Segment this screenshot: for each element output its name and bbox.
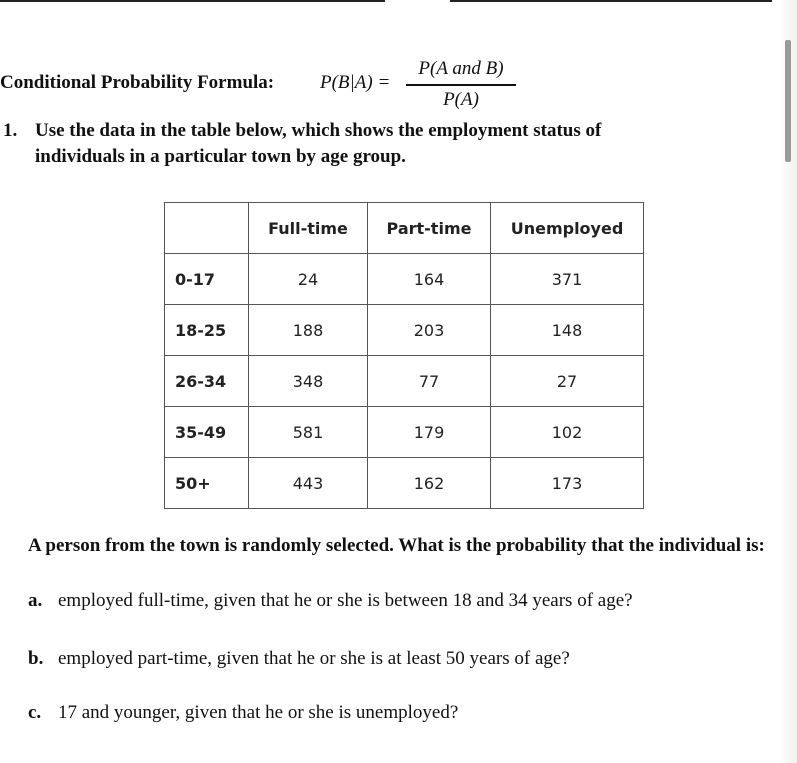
formula-label: Conditional Probability Formula: (0, 72, 275, 93)
header-part-time: Part-time (368, 203, 491, 254)
part-letter: a. (28, 590, 43, 611)
row-age: 35-49 (165, 407, 249, 458)
part-c (28, 702, 458, 724)
part-text: employed part-time, given that he or she is at least 50 years of age? (58, 648, 570, 669)
selection-prompt: A person from the town is randomly selected. What is the probability that the individual is: (28, 535, 765, 556)
formula-row (0, 58, 560, 118)
formula-denominator: P(A) (443, 88, 479, 110)
header-unemployed: Unemployed (491, 203, 644, 254)
header-full-time: Full-time (249, 203, 368, 254)
part-a (28, 590, 633, 612)
part-text: employed full-time, given that he or she is between 18 and 34 years of age? (58, 590, 633, 611)
question-text: Use the data in the table below, which shows the employment status of individuals in a particular town by age group. (35, 120, 602, 167)
part-letter: c. (28, 702, 42, 723)
cell-full-time: 24 (249, 254, 368, 305)
header-corner (165, 203, 249, 254)
cell-part-time: 77 (368, 356, 491, 407)
formula-numerator: P(A and B) (418, 58, 504, 79)
cell-unemployed: 102 (491, 407, 644, 458)
top-rule-right (450, 0, 772, 2)
top-rule-left (0, 0, 385, 2)
question-number: 1. (3, 120, 18, 141)
cell-unemployed: 173 (491, 458, 644, 509)
row-age: 26-34 (165, 356, 249, 407)
part-b (28, 648, 570, 670)
part-letter: b. (28, 648, 44, 669)
table-row (165, 305, 644, 356)
table-row (165, 254, 644, 305)
cell-full-time: 443 (249, 458, 368, 509)
formula-fraction (406, 58, 516, 113)
table-row (165, 458, 644, 509)
cell-unemployed: 27 (491, 356, 644, 407)
cell-part-time: 164 (368, 254, 491, 305)
cell-part-time: 162 (368, 458, 491, 509)
cell-full-time: 188 (249, 305, 368, 356)
cell-full-time: 348 (249, 356, 368, 407)
row-age: 0-17 (165, 254, 249, 305)
row-age: 18-25 (165, 305, 249, 356)
formula-lhs: P(B|A) = (320, 72, 391, 93)
row-age: 50+ (165, 458, 249, 509)
table-header-row (165, 203, 644, 254)
cell-unemployed: 371 (491, 254, 644, 305)
scrollbar-thumb[interactable] (785, 40, 791, 162)
employment-table (164, 202, 644, 509)
cell-part-time: 179 (368, 407, 491, 458)
table-row (165, 407, 644, 458)
fraction-bar (406, 84, 516, 86)
cell-unemployed: 148 (491, 305, 644, 356)
cell-full-time: 581 (249, 407, 368, 458)
table-row (165, 356, 644, 407)
cell-part-time: 203 (368, 305, 491, 356)
part-text: 17 and younger, given that he or she is unemployed? (58, 702, 459, 723)
